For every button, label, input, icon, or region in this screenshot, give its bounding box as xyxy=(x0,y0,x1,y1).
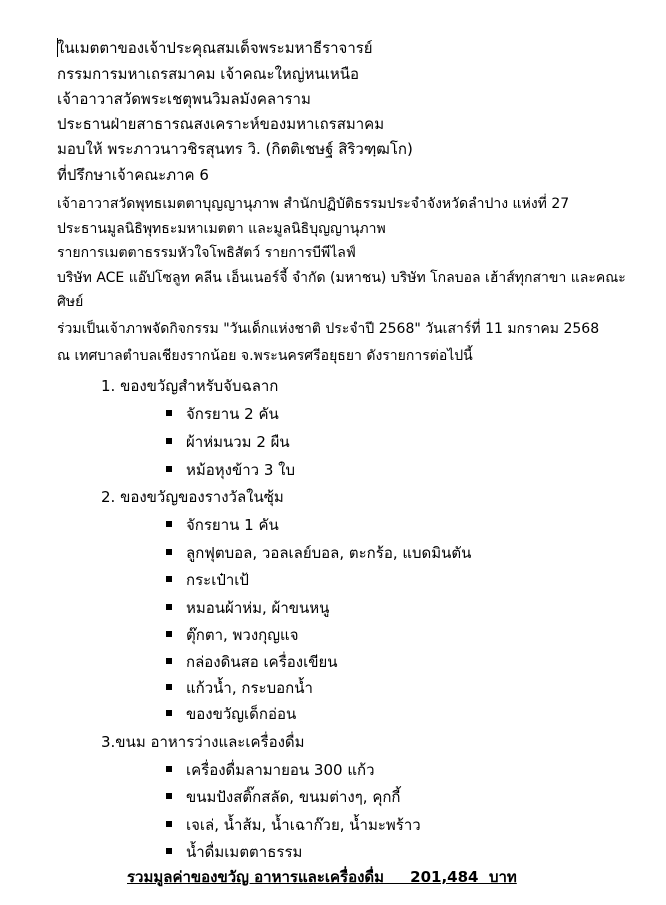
header-line-8: ประธานมูลนิธิพุทธะมหาเมตตา และมูลนิธิบุญญานุภาพ xyxy=(57,221,386,237)
bullet-icon xyxy=(166,848,172,854)
section-3-title: 3.ขนม อาหารว่างและเครื่องดื่ม xyxy=(101,733,305,751)
bullet-icon xyxy=(166,438,172,444)
bullet-icon xyxy=(166,521,172,527)
header-line-10: บริษัท ACE แอ๊ปโซลูท คลีน เอ็นเนอร์จี้ จำกัด (มหาชน) บริษัท โกลบอล เฮ้าส์ทุกสาขา และคณะ xyxy=(57,270,626,286)
section-1-title: 1. ของขวัญสำหรับจับฉลาก xyxy=(101,377,279,395)
header-line-13: ณ เทศบาลตำบลเชียงรากน้อย จ.พระนครศรีอยุธยา ดังรายการต่อไปนี้ xyxy=(57,348,473,364)
bullet-icon xyxy=(166,631,172,637)
bullet-icon xyxy=(166,410,172,416)
total-value-line: รวมมูลค่าของขวัญ อาหารและเครื่องดื่ม 201,484 บาท xyxy=(127,868,517,886)
header-line-3: เจ้าอาวาสวัดพระเชตุพนวิมลมังคลาราม xyxy=(57,90,311,108)
header-line-5: มอบให้ พระภาวนาวชิรสุนทร วิ. (กิตติเชษฐ์ สิริวฑฺฒโก) xyxy=(57,140,413,158)
bullet-icon xyxy=(166,549,172,555)
header-line-7: เจ้าอาวาสวัดพุทธเมตตาบุญญานุภาพ สำนักปฏิบัติธรรมประจำจังหวัดลำปาง แห่งที่ 27 xyxy=(57,196,570,212)
header-line-6: ที่ปรึกษาเจ้าคณะภาค 6 xyxy=(57,166,209,184)
header-line-12: ร่วมเป็นเจ้าภาพจัดกิจกรรม "วันเด็กแห่งชาติ ประจำปี 2568" วันเสาร์ที่ 11 มกราคม 2568 xyxy=(57,321,600,337)
document-page: ในเมตตาของเจ้าประคุณสมเด็จพระมหาธีราจารย์ กรรมการมหาเถรสมาคม เจ้าคณะใหญ่หนเหนือ เจ้าอาวาสวัดพระเชตุพนวิมลมังคลาราม ประธานฝ่ายสาธารณสงเคราะห์ของมหาเถรสมาคม มอบให้ พระภาวนาวชิรสุนทร วิ. (กิตติเชษฐ์ สิริวฑฺฒโก) ที่ปรึกษาเจ้าคณะภาค 6 เจ้าอาวาสวัดพุทธเมตตาบุญญานุภาพ สำนักปฏิบัติธรรมประจำจังหวัดลำปาง แห่งที่ 27 ประธานมูลนิธิพุทธะมหาเมตตา และมูลนิธิบุญญานุภาพ รายการเมตตาธรรมหัวใจโพธิสัตว์ รายการบีพีไลฟ์ บริษัท ACE แอ๊ปโซลูท คลีน เอ็นเนอร์จี้ จำกัด (มหาชน) บริษัท โกลบอล เฮ้าส์ทุกสาขา และคณะ ศิษย์ ร่วมเป็นเจ้าภาพจัดกิจกรรม "วันเด็กแห่งชาติ ประจำปี 2568" วันเสาร์ที่ 11 มกราคม 2568 ณ เทศบาลตำบลเชียงรากน้อย จ.พระนครศรีอยุธยา ดังรายการต่อไปนี้ 1. ของขวัญสำหรับจับฉลาก จักรยาน 2 คัน ผ้าห่มนวม 2 ผืน หม้อหุงข้าว 3 ใบ 2. ของขวัญของรางวัลในซุ้ม จักรยาน 1 คัน ลูกฟุตบอล, วอลเลย์บอล, ตะกร้อ, แบดมินตัน กระเป๋าเป้ หมอนผ้าห่ม, ผ้าขนหนู ตุ๊กตา, พวงกุญแจ กล่องดินสอ เครื่องเขียน แก้วน้ำ, กระบอกน้ำ ของขวัญเด็กอ่อน 3.ขนม อาหารว่างและเครื่องดื่ม เครื่องดื่มลามายอน 300 แก้ว ขนมปังสติ๊กสลัด, ขนมต่างๆ, คุกกี้ เจเล่, น้ำส้ม, น้ำเฉาก๊วย, น้ำมะพร้าว น้ำดื่มเมตตาธรรม รวมมูลค่าของขวัญ อาหารและเครื่องดื่ม 201,484 บาท xyxy=(57,39,626,886)
header-line-4: ประธานฝ่ายสาธารณสงเคราะห์ของมหาเถรสมาคม xyxy=(57,115,385,133)
bullet-icon xyxy=(166,604,172,610)
bullet-icon xyxy=(166,658,172,664)
header-line-9: รายการเมตตาธรรมหัวใจโพธิสัตว์ รายการบีพีไลฟ์ xyxy=(57,245,356,261)
bullet-icon xyxy=(166,766,172,772)
bullet-icon xyxy=(166,684,172,690)
bullet-icon xyxy=(166,793,172,799)
bullet-icon xyxy=(166,710,172,716)
section-2-title: 2. ของขวัญของรางวัลในซุ้ม xyxy=(101,488,284,506)
bullet-icon xyxy=(166,821,172,827)
bullet-icon xyxy=(166,466,172,472)
header-line-1: ในเมตตาของเจ้าประคุณสมเด็จพระมหาธีราจารย์ xyxy=(57,39,373,57)
header-line-11: ศิษย์ xyxy=(57,294,84,310)
header-line-2: กรรมการมหาเถรสมาคม เจ้าคณะใหญ่หนเหนือ xyxy=(57,65,360,83)
bullet-icon xyxy=(166,576,172,582)
